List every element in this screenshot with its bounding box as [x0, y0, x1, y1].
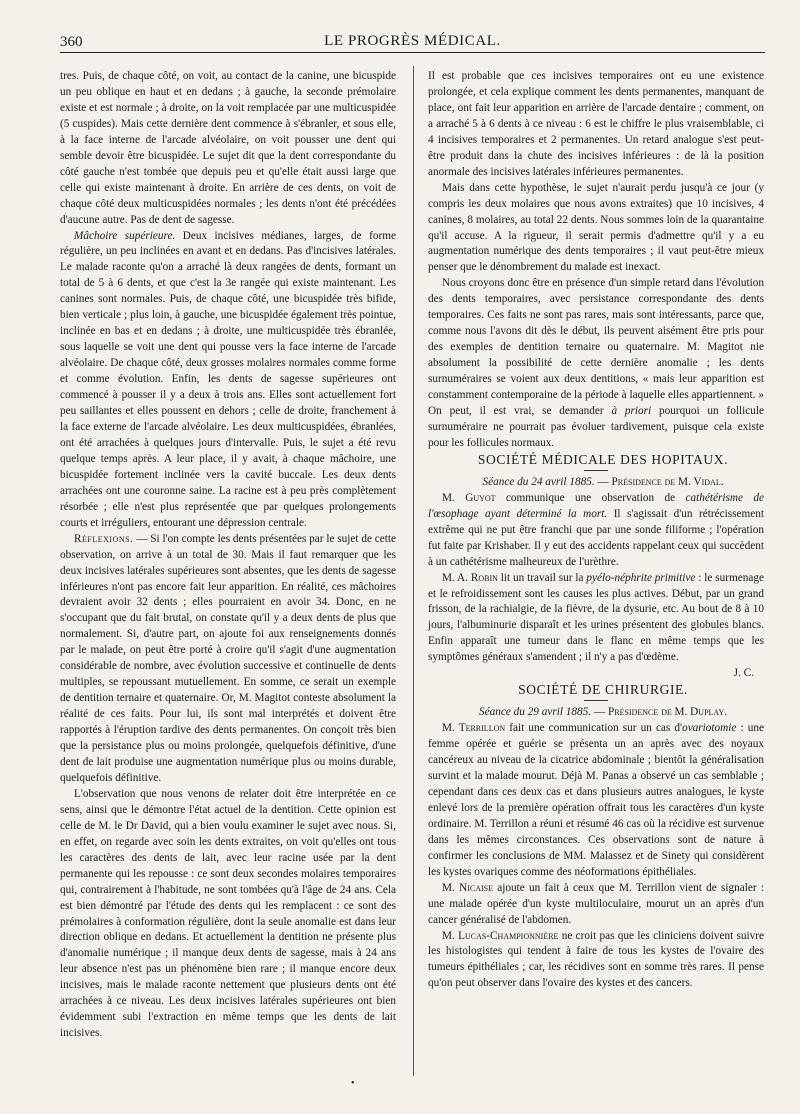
hopitaux-paragraph-1: M. Guyot communique une observation de cathétérisme de l'œsophage ayant déterminé la mort. Il s'agissait d'un rétrécissement extrême qui ne put être franchi que par une sonde filiforme ; l'opération fut faite par Krishaber. Il y eut des accidents rappelant ceux qui succèdent à un cathétérisme malheureux de l'urèthre.: [428, 491, 764, 568]
right-paragraph-2: Mais dans cette hypothèse, le sujet n'aurait perdu jusqu'à ce jour (y compris les deux molaires que nous avons extraites) que 10 incisives, 4 canines, 8 molaires, au total 22 dents. Nous sommes loin de la quarantaine qu'il accuse. A la rigueur, il serait permis d'admettre qu'il y a eu augmentation numérique des dents temporaires ; il vaut peut-être mieux penser que le dénombrement du malade est inexact.: [428, 181, 764, 274]
speaker-name: M. A. Robin: [442, 571, 498, 584]
left-paragraph-1: tres. Puis, de chaque côté, on voit, au contact de la canine, une bicuspide un peu oblique en haut et en dedans ; à gauche, la seconde prémolaire existe et est normale ; à droite, on la voit remplacée par une multicuspidée (5 cuspides). Mais cette dernière dent commence à s'ébranler, et sous elle, à la face interne de l'arcade alvéolaire, on voit pousser une dent qui semble devoir être bicuspidée. Le sujet dit que la dent correspondante du côté gauche n'est tombée que depuis peu et qu'elle était aussi large que celle qui existe maintenant à droite. En arrière de ces dents, on voit de chaque côté deux multicuspidées normales ; les dents n'ont été précédées d'aucune autre. Pas de dent de sagesse.: [60, 70, 396, 226]
column-divider: [413, 66, 414, 1076]
signature: J. C.: [733, 667, 754, 680]
section-title-hopitaux: SOCIÉTÉ MÉDICALE DES HOPITAUX.: [477, 451, 729, 467]
a-priori: à priori: [611, 405, 652, 418]
footer-dot: •: [351, 1078, 355, 1089]
presidency: Présidence de M. Duplay.: [608, 706, 728, 719]
upper-jaw-heading: Mâchoire supérieure.: [74, 229, 176, 242]
left-paragraph-2: [60, 229, 396, 532]
reflexions-text: — Si l'on compte les dents présentées par le sujet de cette observation, on arrive à un total de 30. Mais il faut remarquer que les deux incisives latérales supérieures sont absentes, que les dents de sagesse inférieures n'ont pas encore fait leur apparition. En réalité, ces mâchoires devraient avoir 32 dents ; elles pourraient en avoir 34. Donc, en ne s'occupant que du fait brutal, on constate qu'il y a deux dents de plus que normalement. Si, d'autre part, on ajoute foi aux renseignements donnés par le malade, on peut être porté à croire qu'il s'agit d'une augmentation considérable de nombre, avec évolution successive et continuelle de dents multiples, se repoussant mutuellement. En somme, ce serait un exemple de dentition ternaire et quaternaire. Or, M. Magitot conteste absolument la réalité de ces faits. Pour lui, ils sont mal interprétés et doivent être rapportés à l'éruption tardive des dents permanentes. On conçoit très bien que la persistance plus ou moins prolongée, quelquefois définitive, d'une dent de lait produise une augmentation numérique plus ou moins durable, quelquefois définitive.: [60, 532, 396, 784]
speaker-name: M. Terrillon: [442, 722, 506, 735]
session-date: Séance du 24 avril 1885.: [482, 475, 595, 488]
page-number: 360: [60, 34, 83, 50]
section-meta-hopitaux: Séance du 24 avril 1885. — Présidence de M. Vidal.: [482, 475, 724, 488]
right-column: [428, 69, 764, 1089]
chirurgie-paragraph-3: M. Lucas-Championnière ne croit pas que les cliniciens doivent suivre les histologistes qui tendent à faire de tous les kystes de l'ovaire des tumeurs épithéliales ; car, les récidives sont en somme très rares. Il pense qu'on peut observer dans l'ovaire des kystes et des cancers.: [428, 929, 764, 990]
section-title-chirurgie: SOCIÉTÉ DE CHIRURGIE.: [518, 682, 688, 698]
chirurgie-paragraph-1: M. Terrillon fait une communication sur un cas d'ovariotomie : une femme opérée et guérie se présenta un an après avec des noyaux cancéreux au niveau de la cicatrice abdominale ; bientôt la généralisation survint et la malade mourut. Déjà M. Panas a observé un cas semblable ; cependant dans ces deux cas et dans plusieurs autres analogues, le kyste enlevé lors de la première opération offrait tous les caractères d'un kyste ordinaire. M. Terrillon a réuni et résumé 46 cas où la récidive est survenue dans les mêmes circonstances. Ces observations sont de nature à confirmer les conclusions de MM. Malassez et de Sinety qui considèrent les kystes ovariques comme des néoformations épithéliales.: [428, 722, 765, 878]
hopitaux-paragraph-2: M. A. Robin lit un travail sur la pyélo-néphrite primitive : le surmenage et le refroidissement sont les causes les plus actives. Début, par un grand frisson, de la rachialgie, de la fièvre, de la dysurie, etc. Au bout de 8 à 10 jours, l'albuminurie disparaît et les urines présentent des globules blancs. Enfin apparaît une tumeur dans le flanc en même temps que les symptômes généraux s'amendent ; il n'y a pas d'œdème.: [428, 571, 765, 664]
page-header: [60, 30, 765, 53]
left-paragraph-4: L'observation que nous venons de relater doit être interprétée en ce sens, ainsi que le démontre l'état actuel de la dentition. Cette opinion est celle de M. le Dr David, qui a bien voulu examiner le sujet avec nous. Si, en effet, on regarde avec soin les dents extraites, on voit qu'elles ont tous les caractères des dents de lait, avec leur racine usée par la dent permanente qui les repousse : ce sont deux secondes molaires temporaires qui, contrairement à l'habitude, ne sont tombées qu'à l'âge de 24 ans. Cela est bien démontré par l'étude des dents qui les remplacent : ce sont des prémolaires à conformation régulière, dont la seule anomalie est dans leur direction oblique en dedans. Et actuellement la dentition ne présente plus d'anomalie numérique ; il manque deux dents de sagesse, mais à 24 ans leur absence n'est pas un phénomène bien rare ; il manque encore deux incisives, mais le malade raconte nettement que plusieurs dents ont été arrachées à ce niveau. Les deux incisives latérales supérieures ont bien évidemment subi l'extraction en même temps que les dents de lait incisives.: [60, 787, 396, 1040]
chirurgie-paragraph-2: M. Nicaise ajoute un fait à ceux que M. Terrillon vient de signaler : une malade opérée d'un kyste multiloculaire, mourut un an après d'un cancer généralisé de l'abdomen.: [428, 881, 764, 926]
right-paragraph-3: Nous croyons donc être en présence d'un simple retard dans l'évolution des dents temporaires, avec persistance correspondante des dents temporaires. Ces faits ne sont pas rares, mais sont intéressants, parce que, comme nous l'avons dit dès le début, ils peuvent aisément être pris pour des exemples de dentition ternaire ou quaternaire. M. Magitot nie absolument la possibilité de cette dernière anomalie ; les dents surnuméraires se voient aux deux dentitions, « mais leur apparition est constamment contemporaine de la période à laquelle elles appartiennent. » On peut, il est vrai, se demander à priori pourquoi un follicule surnuméraire ne pourrait pas évoluer tardivement, puisque cela existe pour les follicules normaux.: [428, 277, 764, 449]
running-title: LE PROGRÈS MÉDICAL.: [324, 33, 501, 49]
presidency: Présidence de M. Vidal.: [611, 475, 724, 488]
speaker-name: M. Nicaise: [442, 881, 493, 894]
left-paragraph-3: [60, 532, 396, 787]
speaker-name: M. Lucas-Championnière: [442, 929, 559, 942]
left-column: [60, 69, 396, 1089]
section-meta-chirurgie: Séance du 29 avril 1885. — Présidence de M. Duplay.: [478, 706, 728, 719]
upper-jaw-text: Deux incisives médianes, larges, de forme régulière, un peu inclinées en avant et en dedans. Pas d'incisives latérales. Le malade raconte qu'on a arraché là deux rangées de dents, formant un total de 5 à 6 dents, et que c'est la 3e rangée qui existe maintenant. Les canines sont normales. Puis, de chaque côté, une bicuspidée très bifide, bien verticale ; plus loin, à gauche, une bicuspidée également très pointue, inclinée en bas et en dedans ; à droite, une multicuspidée très ébranlée, sous laquelle se voit une dent qui pousse vers la face interne de l'arcade alvéolaire. De chaque côté, deux grosses molaires normales comme forme et comme évolution. Enfin, les dents de sagesse supérieures ont commencé à pousser il y a deux à trois ans. Elles sont actuellement fort peu saillantes et elles poussent en dehors ; celle de droite, franchement à la face externe de l'arcade alvéolaire. Les deux multicuspidées, ébranlées, ont été arrachées à quelques jours d'intervalle. Puis, le sujet a été revu quelque temps après. A leur place, il y avait, à chaque mâchoire, une bicuspidée fortement inclinée vers la cavité buccale. Les deux dents arrachées ont une couronne saine. La racine est à peu près complètement résorbée ; elle n'est plus représentée que par quelques prolongements courts et irréguliers, entourant une dépression centrale.: [60, 229, 396, 529]
reflexions-heading: Réflexions.: [74, 532, 134, 545]
right-paragraph-1: Il est probable que ces incisives temporaires ont eu une existence prolongée, et cela explique comment les dents permanentes, manquant de place, ont fait leur apparition en arrière de l'arcade dentaire ; comment, on a arraché 5 à 6 dents à ce niveau : 6 est le chiffre le plus vraisemblable, ci 4 incisives temporaires et 2 permanentes. Un retard analogue s'est peut-être produit dans la chute des incisives inférieures : de là la position anormale des incisives latérales inférieures permanentes.: [428, 70, 764, 178]
session-date: Séance du 29 avril 1885.: [478, 706, 592, 719]
speaker-name: M. Guyot: [442, 491, 496, 504]
section-rule: [584, 470, 608, 471]
section-rule: [584, 700, 608, 701]
